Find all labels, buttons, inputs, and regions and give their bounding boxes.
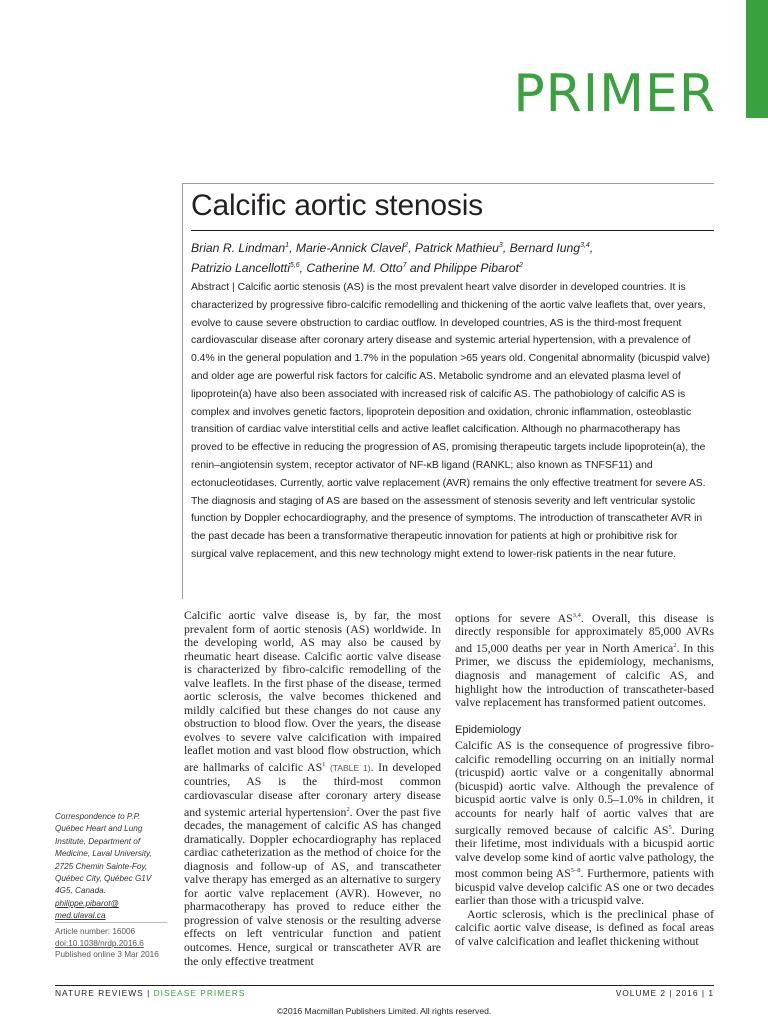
citation[interactable]: 2 (673, 642, 677, 650)
section-heading-epidemiology: Epidemiology (455, 723, 522, 736)
author[interactable]: Brian R. Lindman$^1$ (191, 241, 290, 256)
citation[interactable]: 3,4 (572, 612, 581, 619)
citation[interactable]: 1 (322, 761, 326, 769)
section-label: PRIMER (513, 64, 716, 124)
abstract-frame-top (182, 183, 714, 184)
citation[interactable]: 2 (346, 805, 350, 813)
volume-page: VOLUME 2 | 2016 | 1 (615, 988, 714, 998)
author[interactable]: Catherine M. Otto$^7$ (306, 261, 407, 276)
author[interactable]: Bernard Iung$^{3,4}$ (509, 241, 590, 256)
journal-name: NATURE REVIEWS | DISEASE PRIMERS (55, 988, 246, 998)
author[interactable]: Philippe Pibarot$^2$ (433, 261, 523, 276)
body-column-2 (455, 609, 714, 948)
copyright-line: ©2016 Macmillan Publishers Limited. All rights reserved. (276, 1006, 492, 1016)
article-number: Article number: 16006 (55, 927, 136, 936)
abstract: Abstract | Calcific aortic stenosis (AS) is the most prevalent heart valve disorder in developed countries. It is characterized by progressive fibro-calcific remodelling and thickening of the aortic valve leaflets that, over years, evolve to cause severe obstruction to cardiac outflow. In developed countries, AS is the third-most frequent cardiovascular disease after coronary artery disease and systemic arterial hypertension, with a prevalence of 0.4% in the general population and 1.7% in the population >65 years old. Congenital abnormality (bicuspid valve) and older age are powerful risk factors for calcific AS. Metabolic syndrome and an elevated plasma level of lipoprotein(a) have also been associated with increased risk of calcific AS. The pathobiology of calcific AS is complex and involves genetic factors, lipoprotein deposition and oxidation, chronic inflammation, osteoblastic transition of cardiac valve interstitial cells and active leaflet calcification. Although no pharmacotherapy has proved to be effective in reducing the progression of AS, promising therapeutic targets include lipoprotein(a), the renin–angiotensin system, receptor activator of NF-κB ligand (RANKL; also known as TNFSF11) and ectonucleotidases. Currently, aortic valve replacement (AVR) remains the only effective treatment for severe AS. The diagnosis and staging of AS are based on the assessment of stenosis severity and left ventricular systolic function by Doppler echocardiography, and the presence of symptoms. The introduction of transcatheter AVR in the past decade has been a transformative therapeutic innovation for patients at high or prohibitive risk for surgical valve replacement, and this new technology might extend to lower-risk patients in the near future. (191, 282, 711, 560)
body-paragraph: options for severe AS$^{3,4}$. Overall, this disease is directly responsible for approximately 85,000 AVRs and 15,000 deaths per year in North America$^2$. In this Primer, we discuss the epidemiology, mechanisms, diagnosis and management of calcific AS, and highlight how the introduction of transcatheter-based valve replacement has transformed patient outcomes. (455, 610, 714, 710)
body-paragraph: Aortic sclerosis, which is the preclinical phase of calcific aortic valve disease, is defined as focal areas of valve calcification and leaflet thickening without (455, 906, 714, 948)
body-paragraph: Calcific AS is the consequence of progressive fibro-calcific remodelling occurring on an initially normal (tricuspid) aortic valve or a congenitally abnormal (bicuspid) aortic valve. Although the prevalence of bicuspid aortic valve is only 0.5–1.0% in children, it accounts for nearly half of aortic valves that are surgically removed because of calcific $AS^5$. During their lifetime, most individuals with a bicuspid aortic valve develop some kind of aortic valve pathology, the most common being AS$^{5-8}$. Furthermore, patients with bicuspid valve develop calcific AS one or two decades earlier than those with a tricuspid valve. (455, 738, 714, 908)
author[interactable]: Patrick Mathieu$^3$ (414, 241, 503, 256)
body-paragraph: Calcific aortic valve disease is, by far, the most prevalent form of aortic stenosis (AS) worldwide. In the developing world, AS may also be caused by rheumatic heart disease. Calcific aortic valve disease is characterized by fibro-calcific remodelling of the valve leaflets. In the first phase of the disease, termed aortic sclerosis, the valve becomes thickened and mildly calcified but these changes do not cause any obstruction to blood flow. Over the years, the disease evolves to severe valve calcification with impaired leaflet motion and vast blood flow obstruction, which are hallmarks of calcific $AS^1$ (TABLE 1). In developed countries, AS is the third-most common cardiovascular disease after coronary artery disease and systemic arterial hypertension$^2$. Over the past five decades, the management of calcific AS has changed dramatically. Doppler echocardiography has replaced cardiac catheterization as the method of choice for the diagnosis and follow-up of AS, and transcatheter valve therapy has emerged as an alternative to surgery for aortic valve replacement (AVR). However, no pharmacotherapy has proved to reduce either the progression of valve stenosis or the resulting adverse effects on left ventricular function and patient outcomes. Hence, surgical or transcatheter AVR are the only effective treatment (184, 608, 442, 968)
correspondence-email-link[interactable]: philippe.pibarot@ med.ulaval.ca (55, 898, 119, 921)
author[interactable]: Patrizio Lancellotti$^{5,6}$ (191, 261, 300, 276)
title-rule (191, 230, 714, 231)
citation[interactable]: 5–8 (570, 867, 581, 875)
footer-rule (55, 985, 714, 986)
section-color-bar (746, 0, 768, 118)
article-title: Calcific aortic stenosis (191, 189, 483, 222)
meta-divider (55, 922, 167, 923)
abstract-frame-left (182, 183, 183, 599)
author[interactable]: Marie-Annick Clavel$^2$ (295, 241, 409, 256)
doi-link[interactable]: doi:10.1038/nrdp.2016.6 (55, 938, 144, 948)
table-reference-link[interactable]: (TABLE 1) (329, 762, 371, 773)
citation[interactable]: 5 (668, 823, 672, 831)
correspondence-note: Correspondence to P.P. Québec Heart and Lung Institute, Department of Medicine, Laval University, 2725 Chemin Sainte-Foy, Québec City, Québec G1V 4G5, Canada. philippe.pibarot@ med.ulaval.ca (55, 812, 152, 921)
author-list: Brian R. Lindman$^1$, Marie-Annick Clavel$^2$, Patrick Mathieu$^3$, Bernard Iung$^{3,4}$, Patrizio Lancellotti$^{5,6}$, Catherine M. Otto$^7$ and Philippe Pibarot$^2$ (191, 241, 594, 276)
series-name: DISEASE PRIMERS (153, 988, 246, 998)
body-column-1 (184, 609, 441, 968)
published-date: Published online 3 Mar 2016 (55, 950, 159, 960)
article-meta (55, 922, 167, 961)
